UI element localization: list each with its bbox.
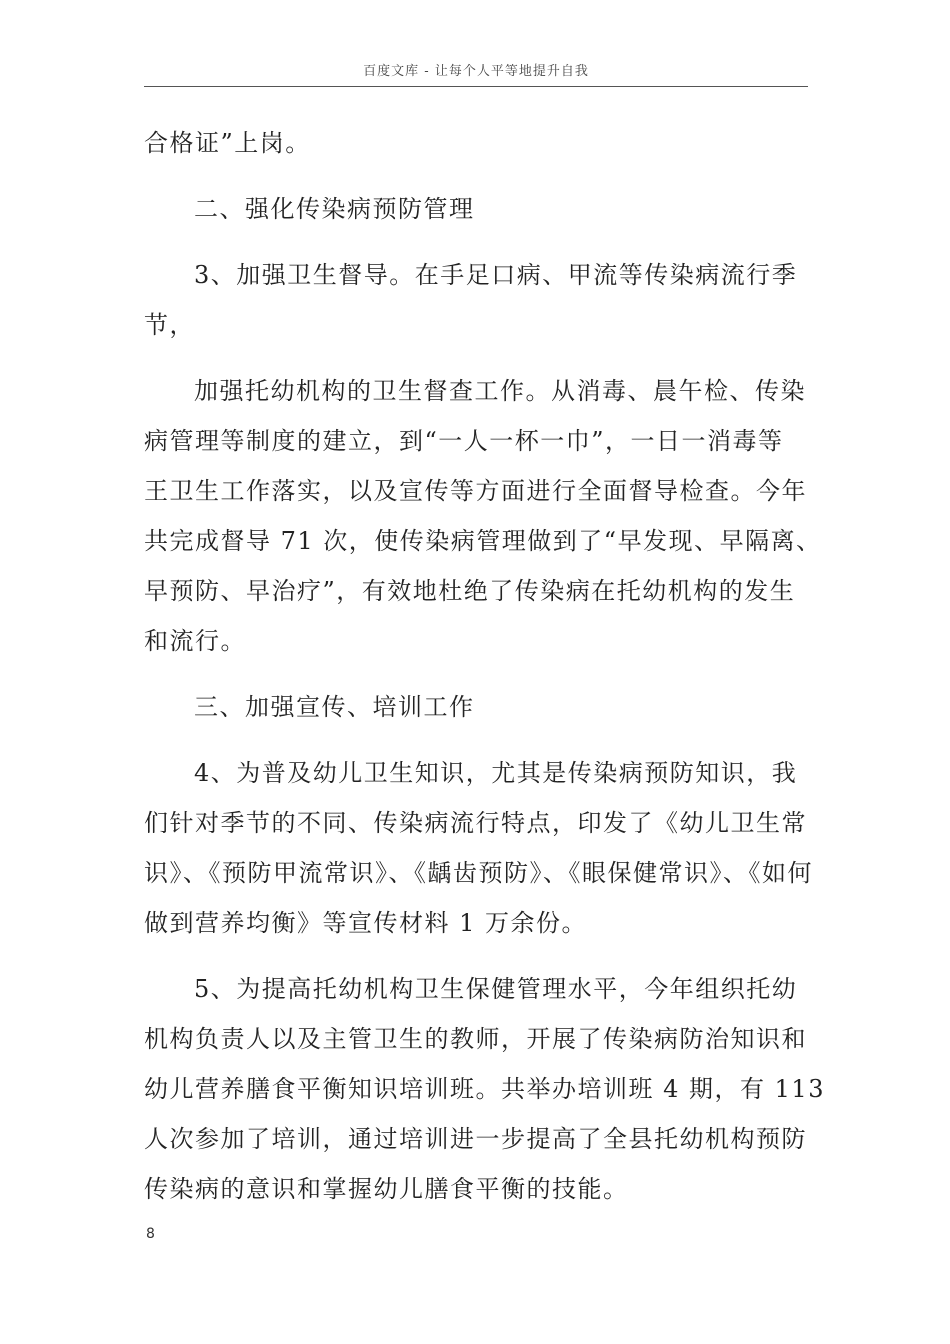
heading-line: 二、强化传染病预防管理	[194, 195, 475, 223]
text-line: 加强托幼机构的卫生督查工作。从消毒、晨午检、传染	[194, 377, 806, 405]
document-body	[144, 118, 825, 1214]
paragraph	[144, 964, 825, 1214]
section-heading	[144, 682, 808, 732]
text-line: 共完成督导 71 次，使传染病管理做到了“早发现、早隔离、	[144, 527, 822, 555]
page-header	[144, 58, 808, 87]
heading-line: 三、加强宣传、培训工作	[194, 693, 475, 721]
text-line: 4、为普及幼儿卫生知识，尤其是传染病预防知识，我	[194, 759, 798, 787]
paragraph	[144, 366, 822, 666]
paragraph	[144, 118, 808, 168]
text-line: 们针对季节的不同、传染病流行特点，印发了《幼儿卫生常	[144, 809, 807, 837]
text-line: 幼儿营养膳食平衡知识培训班。共举办培训班 4 期，有 113	[144, 1075, 825, 1103]
paragraph	[144, 250, 808, 350]
text-line: 病管理等制度的建立，到“一人一杯一巾”，一日一消毒等	[144, 427, 784, 455]
text-line: 传染病的意识和掌握幼儿膳食平衡的技能。	[144, 1175, 629, 1203]
text-line: 节，	[144, 311, 195, 339]
section-heading	[144, 184, 808, 234]
text-line: 人次参加了培训，通过培训进一步提高了全县托幼机构预防	[144, 1125, 807, 1153]
paragraph	[144, 748, 813, 948]
text-line: 机构负责人以及主管卫生的教师，开展了传染病防治知识和	[144, 1025, 807, 1053]
text-line: 王卫生工作落实，以及宣传等方面进行全面督导检查。今年	[144, 477, 807, 505]
text-line: 和流行。	[144, 627, 246, 655]
header-title: 百度文库 - 让每个人平等地提升自我	[363, 64, 589, 79]
text-line: 3、加强卫生督导。在手足口病、甲流等传染病流行季	[194, 261, 798, 289]
text-line: 5、为提高托幼机构卫生保健管理水平，今年组织托幼	[194, 975, 798, 1003]
text-line: 早预防、早治疗”，有效地杜绝了传染病在托幼机构的发生	[144, 577, 796, 605]
text-line: 合格证”上岗。	[144, 129, 311, 157]
text-line: 做到营养均衡》等宣传材料 1 万余份。	[144, 909, 588, 937]
page-number: 8	[146, 1226, 155, 1242]
text-line: 识》、《预防甲流常识》、《龋齿预防》、《眼保健常识》、《如何	[144, 859, 813, 887]
